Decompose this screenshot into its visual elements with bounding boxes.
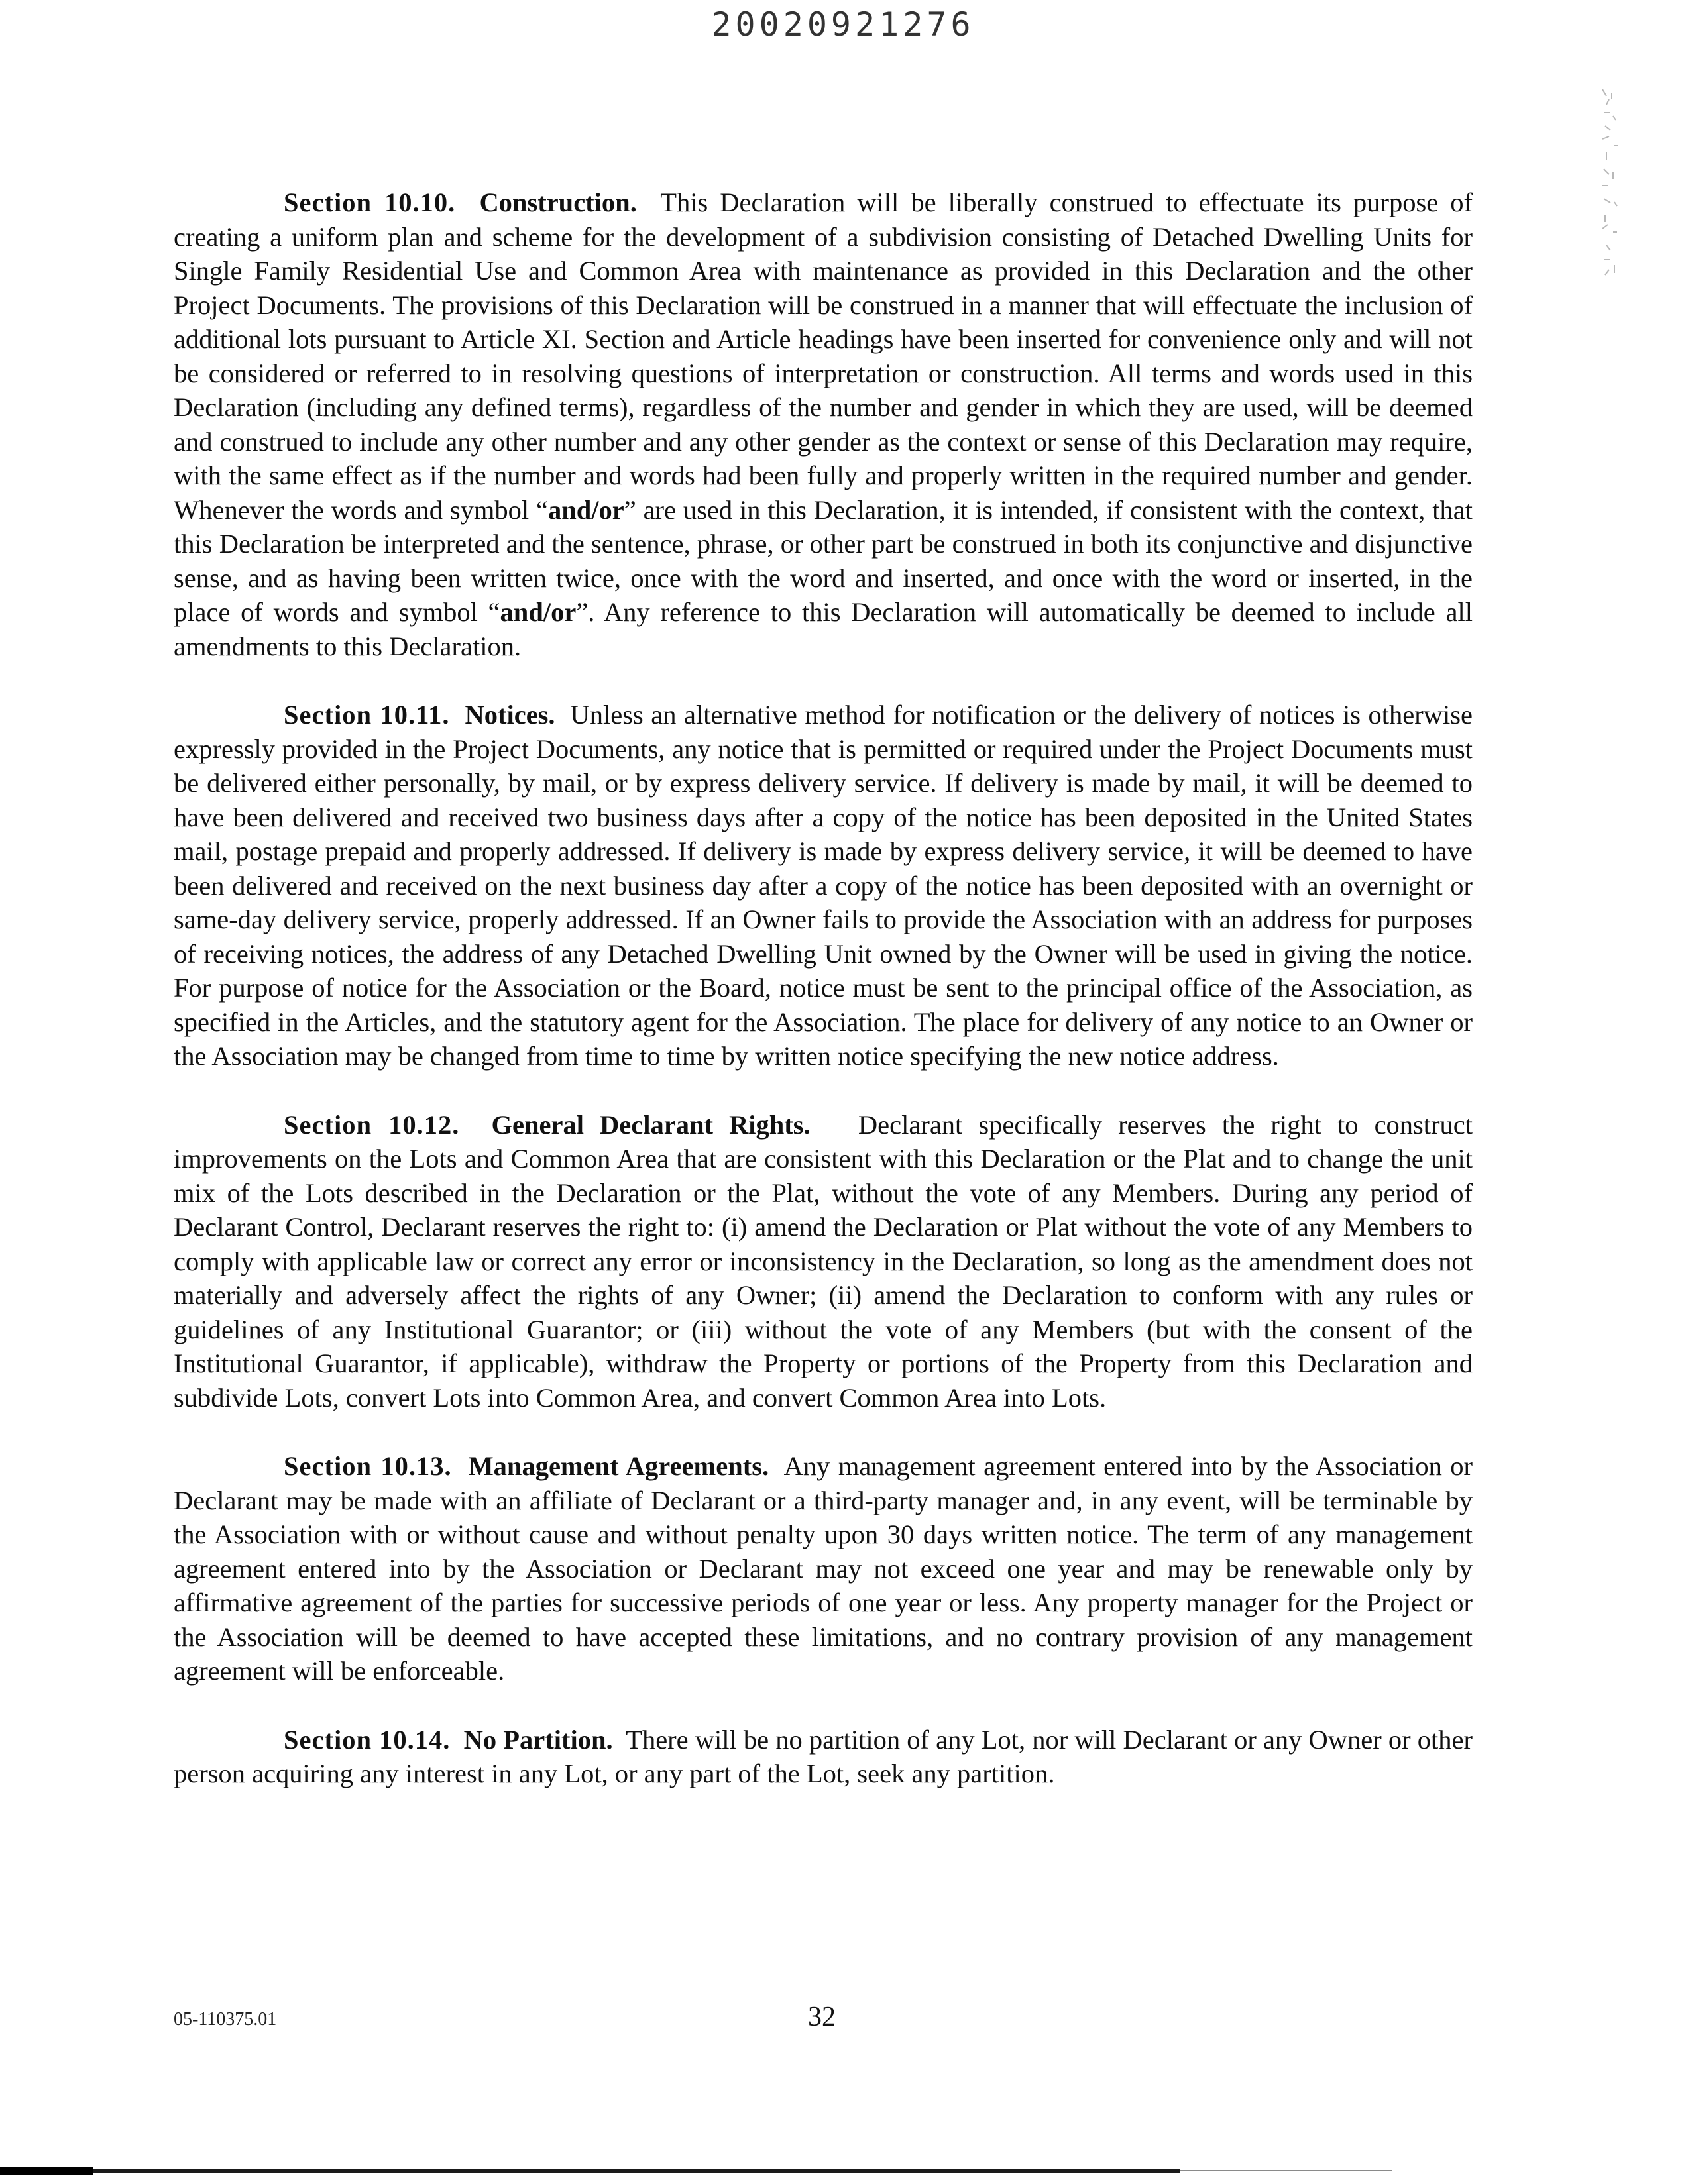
section-text: ” are used in this Declaration, it is intended, if consistent with the context, that this Declaration be interpreted and the sentence, phrase, or other part be construed in both its conjunctive and disjunctive sense, and as having been written twice, once with the word and inserted, and once with the word or inserted, in the place of words and symbol “: [174, 494, 1473, 627]
footer-document-id: 05-110375.01: [174, 2009, 277, 2030]
section-10-12: [174, 1108, 1473, 1415]
section-title: General Declarant Rights.: [491, 1109, 811, 1140]
scan-edge-bar: [0, 2167, 1686, 2176]
section-title: No Partition.: [463, 1724, 613, 1755]
section-text: Declarant specifically reserves the right to construct improvements on the Lots and Common Area that are consistent with this Declaration or the Plat and to change the unit mix of the Lots described in the Declaration or the Plat, without the vote of any Members. During any period of Declarant Control, Declarant reserves the right to: (i) amend the Declaration or Plat without the vote of any Members to comply with applicable law or correct any error or inconsistency in the Declaration, so long as the amendment does not materially and adversely affect the rights of any Owner; (ii) amend the Declaration to conform with any rules or guidelines of any Institutional Guarantor; or (iii) without the vote of any Members (but with the consent of the Institutional Guarantor, if applicable), withdraw the Property or portions of the Property from this Declaration and subdivide Lots, convert Lots into Common Area, and convert Common Area into Lots.: [174, 1109, 1473, 1413]
section-title: Notices.: [465, 700, 555, 730]
section-10-10: [174, 186, 1473, 663]
section-number: Section 10.12.: [284, 1109, 460, 1140]
section-title: Construction.: [479, 188, 637, 217]
recording-number: 20020921276: [711, 5, 975, 44]
section-title: Management Agreements.: [468, 1451, 769, 1481]
margin-stamp-marks: [1596, 86, 1622, 285]
section-number: Section 10.10.: [284, 188, 456, 217]
section-text: Unless an alternative method for notification or the delivery of notices is otherwise expressly provided in the Project Documents, any notice that is permitted or required under the Project Documents must be delivered either personally, by mail, or by express delivery service. If delivery is made by mail, it will be deemed to have been delivered and received two business days after a copy of the notice has been deposited in the United States mail, postage prepaid and properly addressed. If delivery is made by express delivery service, it will be deemed to have been delivered and received on the next business day after a copy of the notice has been deposited with an overnight or same-day delivery service, properly addressed. If an Owner fails to provide the Association with an address for purposes of receiving notices, the address of any Detached Dwelling Unit owned by the Owner will be used in giving the notice. For purpose of notice for the Association or the Board, notice must be sent to the principal office of the Association, as specified in the Articles, and the statutory agent for the Association. The place for delivery of any notice to an Owner or the Association may be changed from time to time by written notice specifying the new notice address.: [174, 700, 1473, 1071]
section-heading: [284, 1110, 811, 1140]
section-heading: [284, 1451, 769, 1481]
section-10-13: [174, 1449, 1473, 1688]
section-text: Any management agreement entered into by the Association or Declarant may be made with an affiliate of Declarant or a third-party manager and, in any event, will be terminable by the Association with or without cause and without penalty upon 30 days written notice. The term of any management agreement entered into by the Association or Declarant may not exceed one year and may be renewable only by affirmative agreement of the parties for successive periods of one year or less. Any property manager for the Project or the Association will be deemed to have accepted these limitations, and no contrary provision of any management agreement will be enforceable.: [174, 1451, 1473, 1686]
section-10-14: [174, 1723, 1473, 1791]
section-heading: [284, 188, 637, 217]
document-body: [174, 186, 1473, 1826]
section-heading: [284, 1725, 613, 1755]
section-number: Section 10.13.: [284, 1451, 452, 1481]
section-number: Section 10.11.: [284, 700, 450, 730]
section-heading: [284, 700, 555, 730]
section-text: This Declaration will be liberally construed to effectuate its purpose of creating a uniform plan and scheme for the development of a subdivision consisting of Detached Dwelling Units for Single Family Residential Use and Common Area with maintenance as provided in this Declaration and the other Project Documents. The provisions of this Declaration will be construed in a manner that will effectuate the inclusion of additional lots pursuant to Article XI. Section and Article headings have been inserted for convenience only and will not be considered or referred to in resolving questions of interpretation or construction. All terms and words used in this Declaration (including any defined terms), regardless of the number and gender in which they are used, will be deemed and construed to include any other number and any other gender as the context or sense of this Declaration may require, with the same effect as if the number and words had been fully and properly written in the required number and gender. Whenever the words and symbol “: [174, 188, 1473, 525]
emphasis-term: and/or: [500, 597, 577, 627]
page-number: 32: [808, 2002, 836, 2032]
section-text: ”. Any reference to this Declaration will automatically be deemed to include all amendments to this Declaration.: [174, 597, 1473, 661]
section-number: Section 10.14.: [284, 1724, 451, 1755]
section-10-11: [174, 698, 1473, 1073]
emphasis-term: and/or: [547, 494, 624, 525]
section-text: There will be no partition of any Lot, nor will Declarant or any Owner or other person acquiring any interest in any Lot, or any part of the Lot, seek any partition.: [174, 1724, 1473, 1788]
